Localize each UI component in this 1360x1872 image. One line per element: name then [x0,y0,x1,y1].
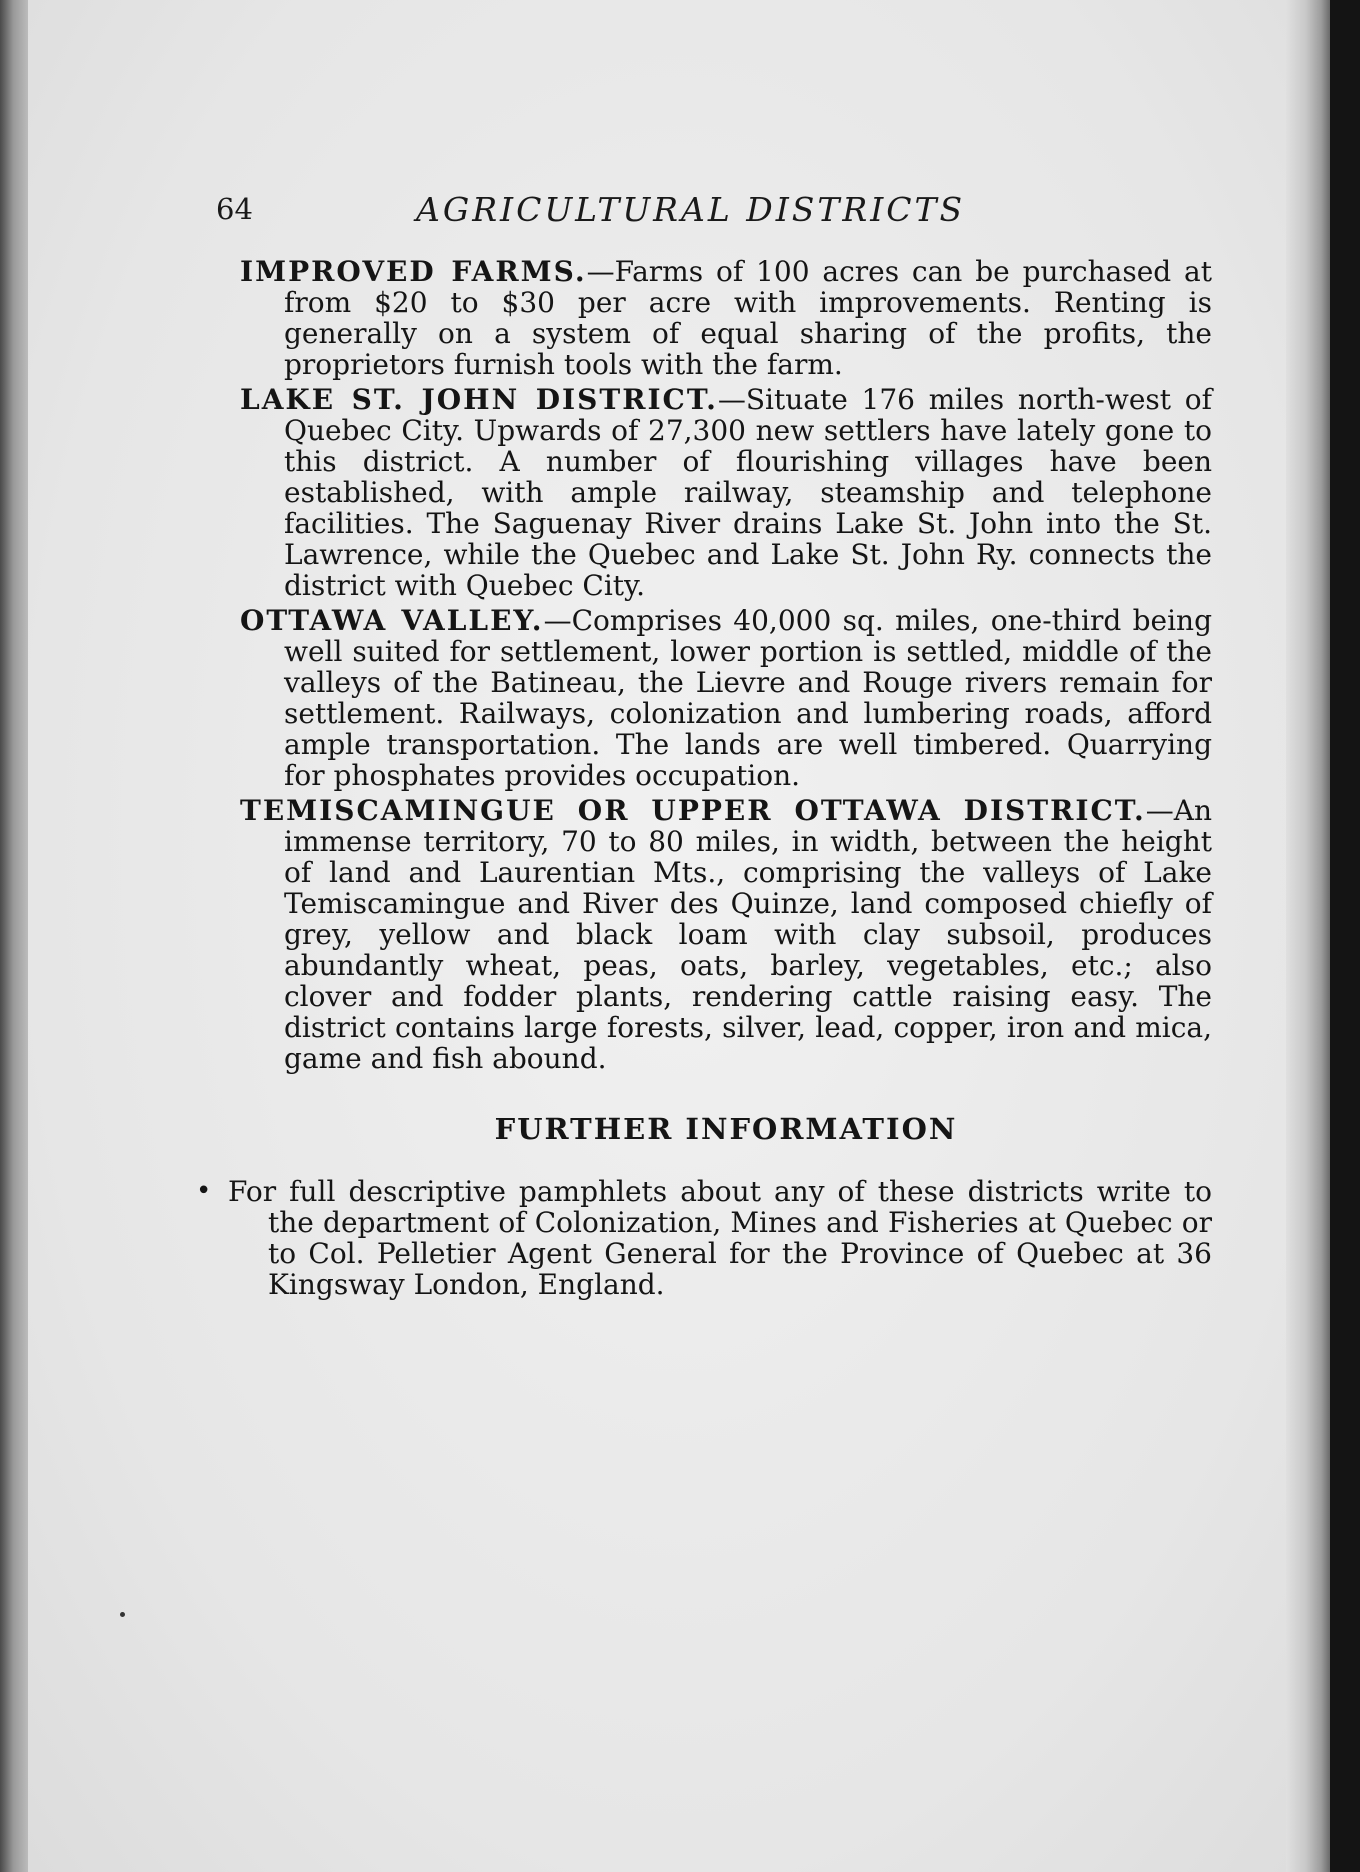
entry-lead: LAKE ST. JOHN DISTRICT. [240,383,718,416]
page-number: 64 [216,192,253,226]
book-page [28,0,1330,1872]
running-head: AGRICULTURAL DISTRICTS [416,190,966,229]
entry-improved-farms [240,256,1212,380]
entry-lake-st-john-district [240,384,1212,601]
page-header [216,192,1036,242]
further-information-text: For full descriptive pamphlets about any of these districts write to the department of Colonization, Mines and Fisheries at Quebec or to Col. Pelletier Agent General for the Province of Quebec at 36 Kingsway London, England. [228,1175,1212,1301]
bullet-icon: • [196,1176,212,1206]
entry-text: —An immense territory, 70 to 80 miles, in width, between the height of land and Laurentian Mts., comprising the valleys of Lake Temiscamingue and River des Quinze, land composed chiefly of grey, yellow and black loam with clay subsoil, produces abundantly wheat, peas, oats, barley, vegetables, etc.; also clover and fodder plants, rendering cattle raising easy. The district contains large forests, silver, lead, copper, iron and mica, game and fish abound. [284,794,1212,1075]
entry-lead: OTTAWA VALLEY. [240,604,544,637]
page-gutter-shadow [1286,0,1330,1872]
entry-text: —Comprises 40,000 sq. miles, one-third being well suited for settlement, lower portion is settled, middle of the valleys of the Batineau, the Lievre and Rouge rivers remain for settlement. Railways, colonization and lumbering roads, afford ample transportation. The lands are well timbered. Quarrying for phosphates provides occupation. [284,604,1213,792]
further-information-heading: FURTHER INFORMATION [494,1112,958,1146]
entry-text: —Farms of 100 acres can be purchased at from $20 to $30 per acre with improvements. Renting is generally on a system of equal sharing of the profits, the proprietors furnish tools with the farm. [284,255,1212,381]
entry-temiscamingue-district [240,795,1212,1074]
ink-speck [120,1612,125,1617]
further-information-paragraph [196,1175,1212,1301]
entry-ottawa-valley [240,605,1212,791]
scan-background-edge [1330,0,1360,1872]
entry-lead: TEMISCAMINGUE OR UPPER OTTAWA DISTRICT. [240,794,1146,827]
entry-lead: IMPROVED FARMS. [240,255,587,288]
page-content [196,255,1213,1328]
entry-text: —Situate 176 miles north-west of Quebec City. Upwards of 27,300 new settlers have lately gone to this district. A number of flourishing villages have been established, with ample railway, steamship and telephone facilities. The Saguenay River drains Lake St. John into the St. Lawrence, while the Quebec and Lake St. John Ry. connects the district with Quebec City. [284,383,1212,602]
